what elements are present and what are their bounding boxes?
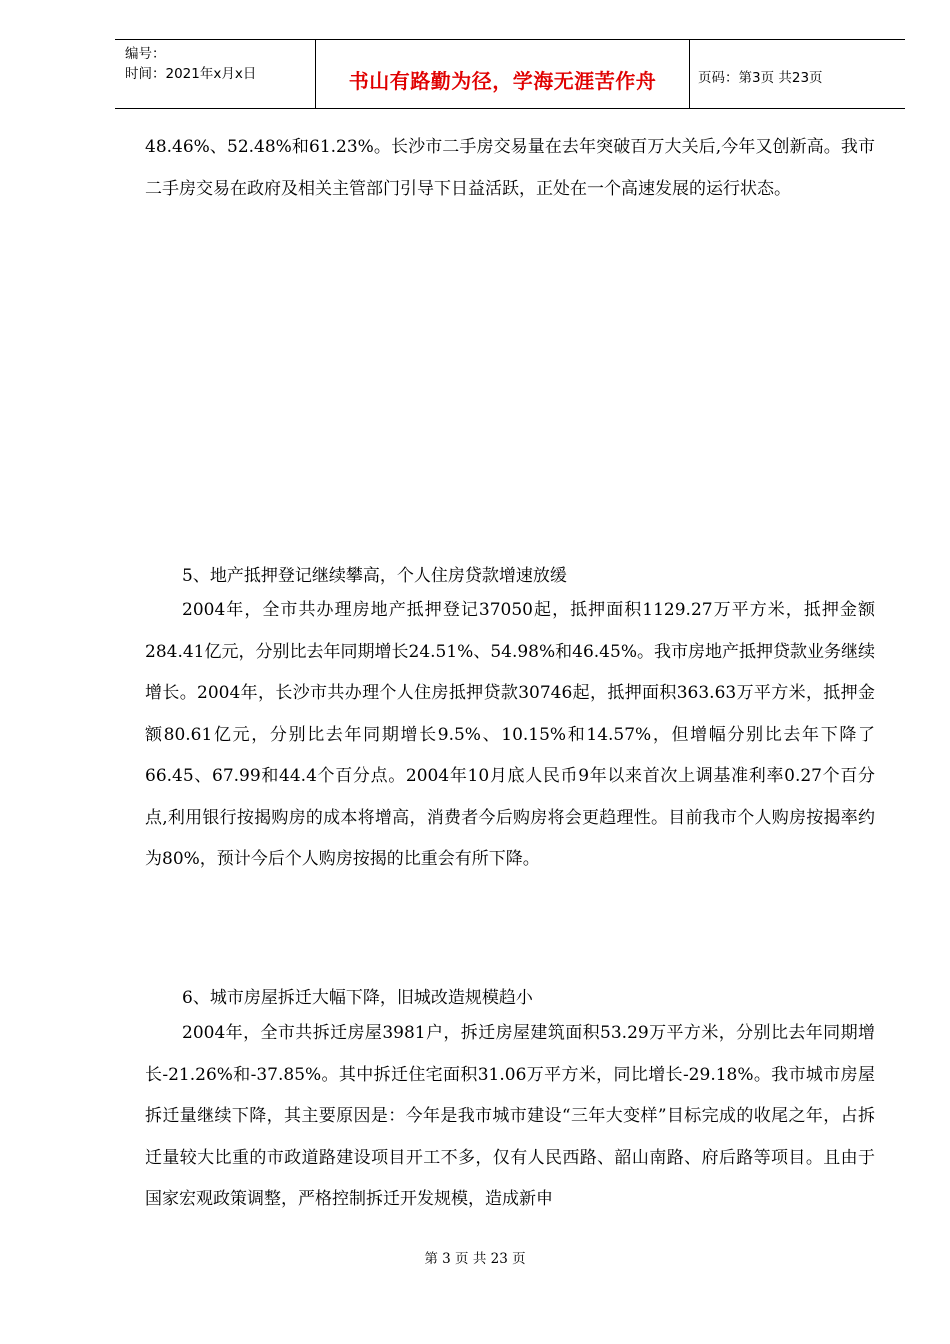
header-motto-cell bbox=[316, 40, 690, 108]
header-meta-cell bbox=[115, 40, 316, 108]
serial-number-label: 编号： bbox=[125, 46, 166, 62]
motto-text: 书山有路勤为径，学海无涯苦作舟 bbox=[348, 69, 657, 93]
page-number-info: 页码：第3页 共23页 bbox=[698, 70, 823, 86]
page-footer: 第 3 页 共 23 页 bbox=[424, 1251, 526, 1267]
date-line: 时间：2021年x月x日 bbox=[125, 66, 257, 82]
section-heading-5: 5、地产抵押登记继续攀高，个人住房贷款增速放缓 bbox=[182, 566, 567, 586]
continued-paragraph: 48.46%、52.48%和61.23%。长沙市二手房交易量在去年突破百万大关后,今年又创新高。我市二手房交易在政府及相关主管部门引导下日益活跃，正处在一个高速发展的运行状态。 bbox=[145, 137, 875, 199]
header-page-cell bbox=[690, 40, 905, 108]
page-header bbox=[115, 39, 905, 109]
section-heading-6: 6、城市房屋拆迁大幅下降，旧城改造规模趋小 bbox=[182, 988, 533, 1008]
section-6-paragraph: 2004年，全市共拆迁房屋3981户，拆迁房屋建筑面积53.29万平方米，分别比去年同期增长-21.26%和-37.85%。其中拆迁住宅面积31.06万平方米，同比增长-29.18%。我市城市房屋拆迁量继续下降，其主要原因是：今年是我市城市建设“三年大变样”目标完成的收尾之年，占拆迁量较大比重的市政道路建设项目开工不多，仅有人民西路、韶山南路、府后路等项目。且由于国家宏观政策调整，严格控制拆迁开发规模，造成新申 bbox=[145, 1023, 875, 1209]
section-5-paragraph: 2004年，全市共办理房地产抵押登记37050起，抵押面积1129.27万平方米，抵押金额284.41亿元，分别比去年同期增长24.51%、54.98%和46.45%。我市房地产抵押贷款业务继续增长。2004年，长沙市共办理个人住房抵押贷款30746起，抵押面积363.63万平方米，抵押金额80.61亿元，分别比去年同期增长9.5%、10.15%和14.57%，但增幅分别比去年下降了66.45、67.99和44.4个百分点。2004年10月底人民币9年以来首次上调基准利率0.27个百分点,利用银行按揭购房的成本将增高，消费者今后购房将会更趋理性。目前我市个人购房按揭率约为80%，预计今后个人购房按揭的比重会有所下降。 bbox=[145, 600, 875, 869]
